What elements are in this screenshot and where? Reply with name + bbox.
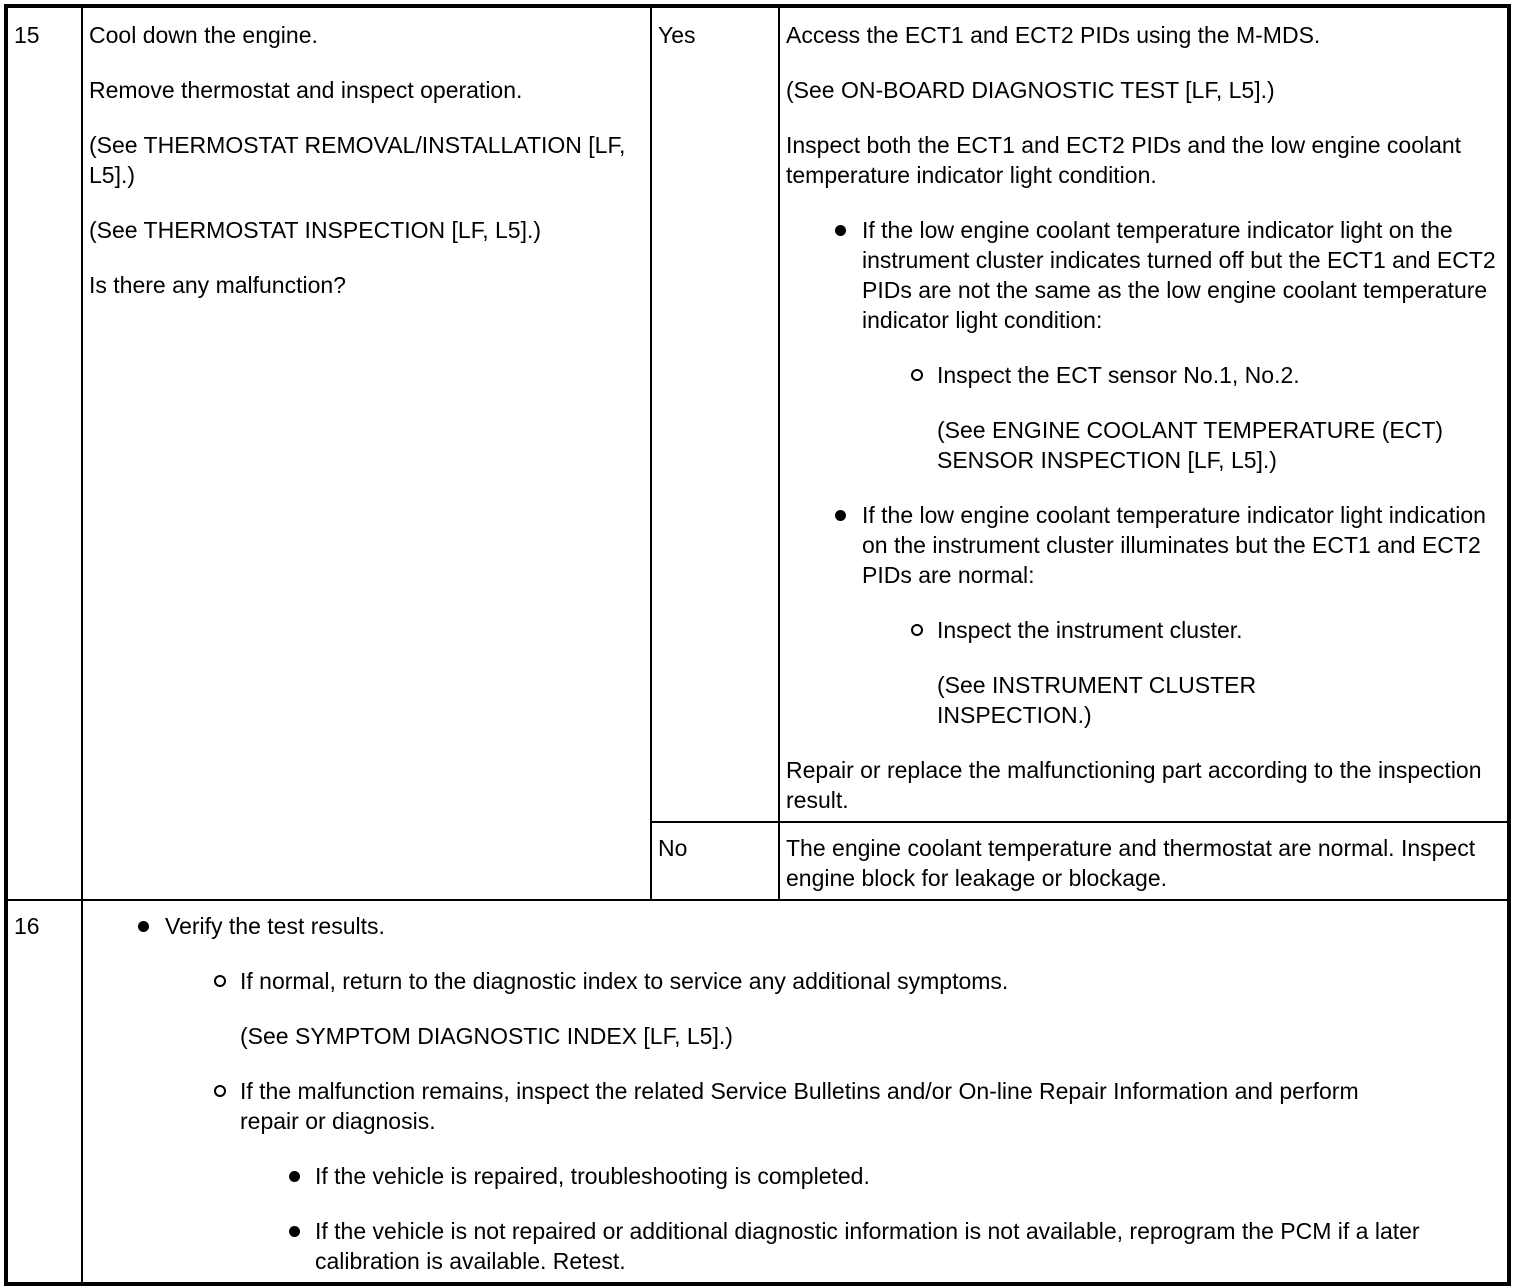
list-item bbox=[836, 215, 1501, 475]
list-item bbox=[290, 1161, 1501, 1191]
list-item bbox=[836, 500, 1501, 730]
outcome-text: If the vehicle is not repaired or additional diagnostic information is not available, reprogram the PCM if a later calibration is available. Retest. bbox=[315, 1218, 1420, 1274]
no-detail-cell bbox=[779, 822, 1509, 900]
action-line: Remove thermostat and inspect operation. bbox=[89, 77, 523, 103]
table-row-step-16 bbox=[6, 900, 1509, 1284]
sub-step-text: Inspect the ECT sensor No.1, No.2. bbox=[937, 362, 1300, 388]
sub-list bbox=[862, 360, 1501, 475]
yes-detail-cell bbox=[779, 6, 1509, 822]
detail-line: Access the ECT1 and ECT2 PIDs using the M-MDS. bbox=[786, 22, 1321, 48]
result-no-label: No bbox=[658, 835, 688, 861]
sub-list bbox=[165, 966, 1501, 1276]
sub-step-text: Inspect the instrument cluster. bbox=[937, 617, 1243, 643]
detail-line: Repair or replace the malfunctioning part according to the inspection result. bbox=[786, 757, 1482, 813]
sub-step-reference: (See ENGINE COOLANT TEMPERATURE (ECT) SENSOR INSPECTION [LF, L5].) bbox=[937, 417, 1444, 473]
list-item bbox=[912, 360, 1501, 475]
sub-step-reference: (See INSTRUMENT CLUSTER INSPECTION.) bbox=[937, 672, 1257, 728]
sub-list bbox=[862, 615, 1501, 730]
step-number: 16 bbox=[14, 913, 40, 939]
step-16-detail-cell bbox=[82, 900, 1509, 1284]
list-item bbox=[290, 1216, 1501, 1276]
step-number: 15 bbox=[14, 22, 40, 48]
action-line: Cool down the engine. bbox=[89, 22, 318, 48]
detail-line: The engine coolant temperature and thermostat are normal. Inspect engine block for leakage or blockage. bbox=[786, 835, 1476, 891]
verify-text: Verify the test results. bbox=[165, 913, 385, 939]
step-action-cell bbox=[82, 6, 651, 900]
detail-line: Inspect both the ECT1 and ECT2 PIDs and the low engine coolant temperature indicator light condition. bbox=[786, 132, 1462, 188]
sub-step-text: If the malfunction remains, inspect the related Service Bulletins and/or On-line Repair Information and perform repair or diagnosis. bbox=[240, 1078, 1359, 1134]
sub-step-text: If normal, return to the diagnostic index to service any additional symptoms. bbox=[240, 968, 1009, 994]
outcome-text: If the vehicle is repaired, troubleshooting is completed. bbox=[315, 1163, 870, 1189]
condition-text: If the low engine coolant temperature indicator light on the instrument cluster indicates turned off but the ECT1 and ECT2 PIDs are not the same as the low engine coolant temperature indicator light condition: bbox=[862, 217, 1496, 333]
result-yes-label: Yes bbox=[658, 22, 696, 48]
sub-step-reference: (See SYMPTOM DIAGNOSTIC INDEX [LF, L5].) bbox=[240, 1023, 733, 1049]
diagnostic-table bbox=[4, 4, 1511, 1286]
action-question: Is there any malfunction? bbox=[89, 272, 346, 298]
verify-list bbox=[89, 911, 1501, 1276]
sub-sub-list bbox=[240, 1161, 1501, 1276]
action-reference: (See THERMOSTAT REMOVAL/INSTALLATION [LF, L5].) bbox=[89, 132, 626, 188]
step-number-cell bbox=[6, 6, 82, 900]
result-yes-cell bbox=[651, 6, 779, 822]
action-reference: (See THERMOSTAT INSPECTION [LF, L5].) bbox=[89, 217, 542, 243]
result-no-cell bbox=[651, 822, 779, 900]
list-item bbox=[215, 1076, 1501, 1276]
list-item bbox=[139, 911, 1501, 1276]
condition-text: If the low engine coolant temperature indicator light indication on the instrument cluster illuminates but the ECT1 and ECT2 PIDs are normal: bbox=[862, 502, 1486, 588]
detail-reference: (See ON-BOARD DIAGNOSTIC TEST [LF, L5].) bbox=[786, 77, 1275, 103]
table-row-step-15-yes bbox=[6, 6, 1509, 822]
diagnostic-procedure-sheet bbox=[4, 4, 1507, 1274]
condition-list bbox=[786, 215, 1501, 730]
list-item bbox=[912, 615, 1501, 730]
list-item bbox=[215, 966, 1501, 1051]
step-number-cell bbox=[6, 900, 82, 1284]
